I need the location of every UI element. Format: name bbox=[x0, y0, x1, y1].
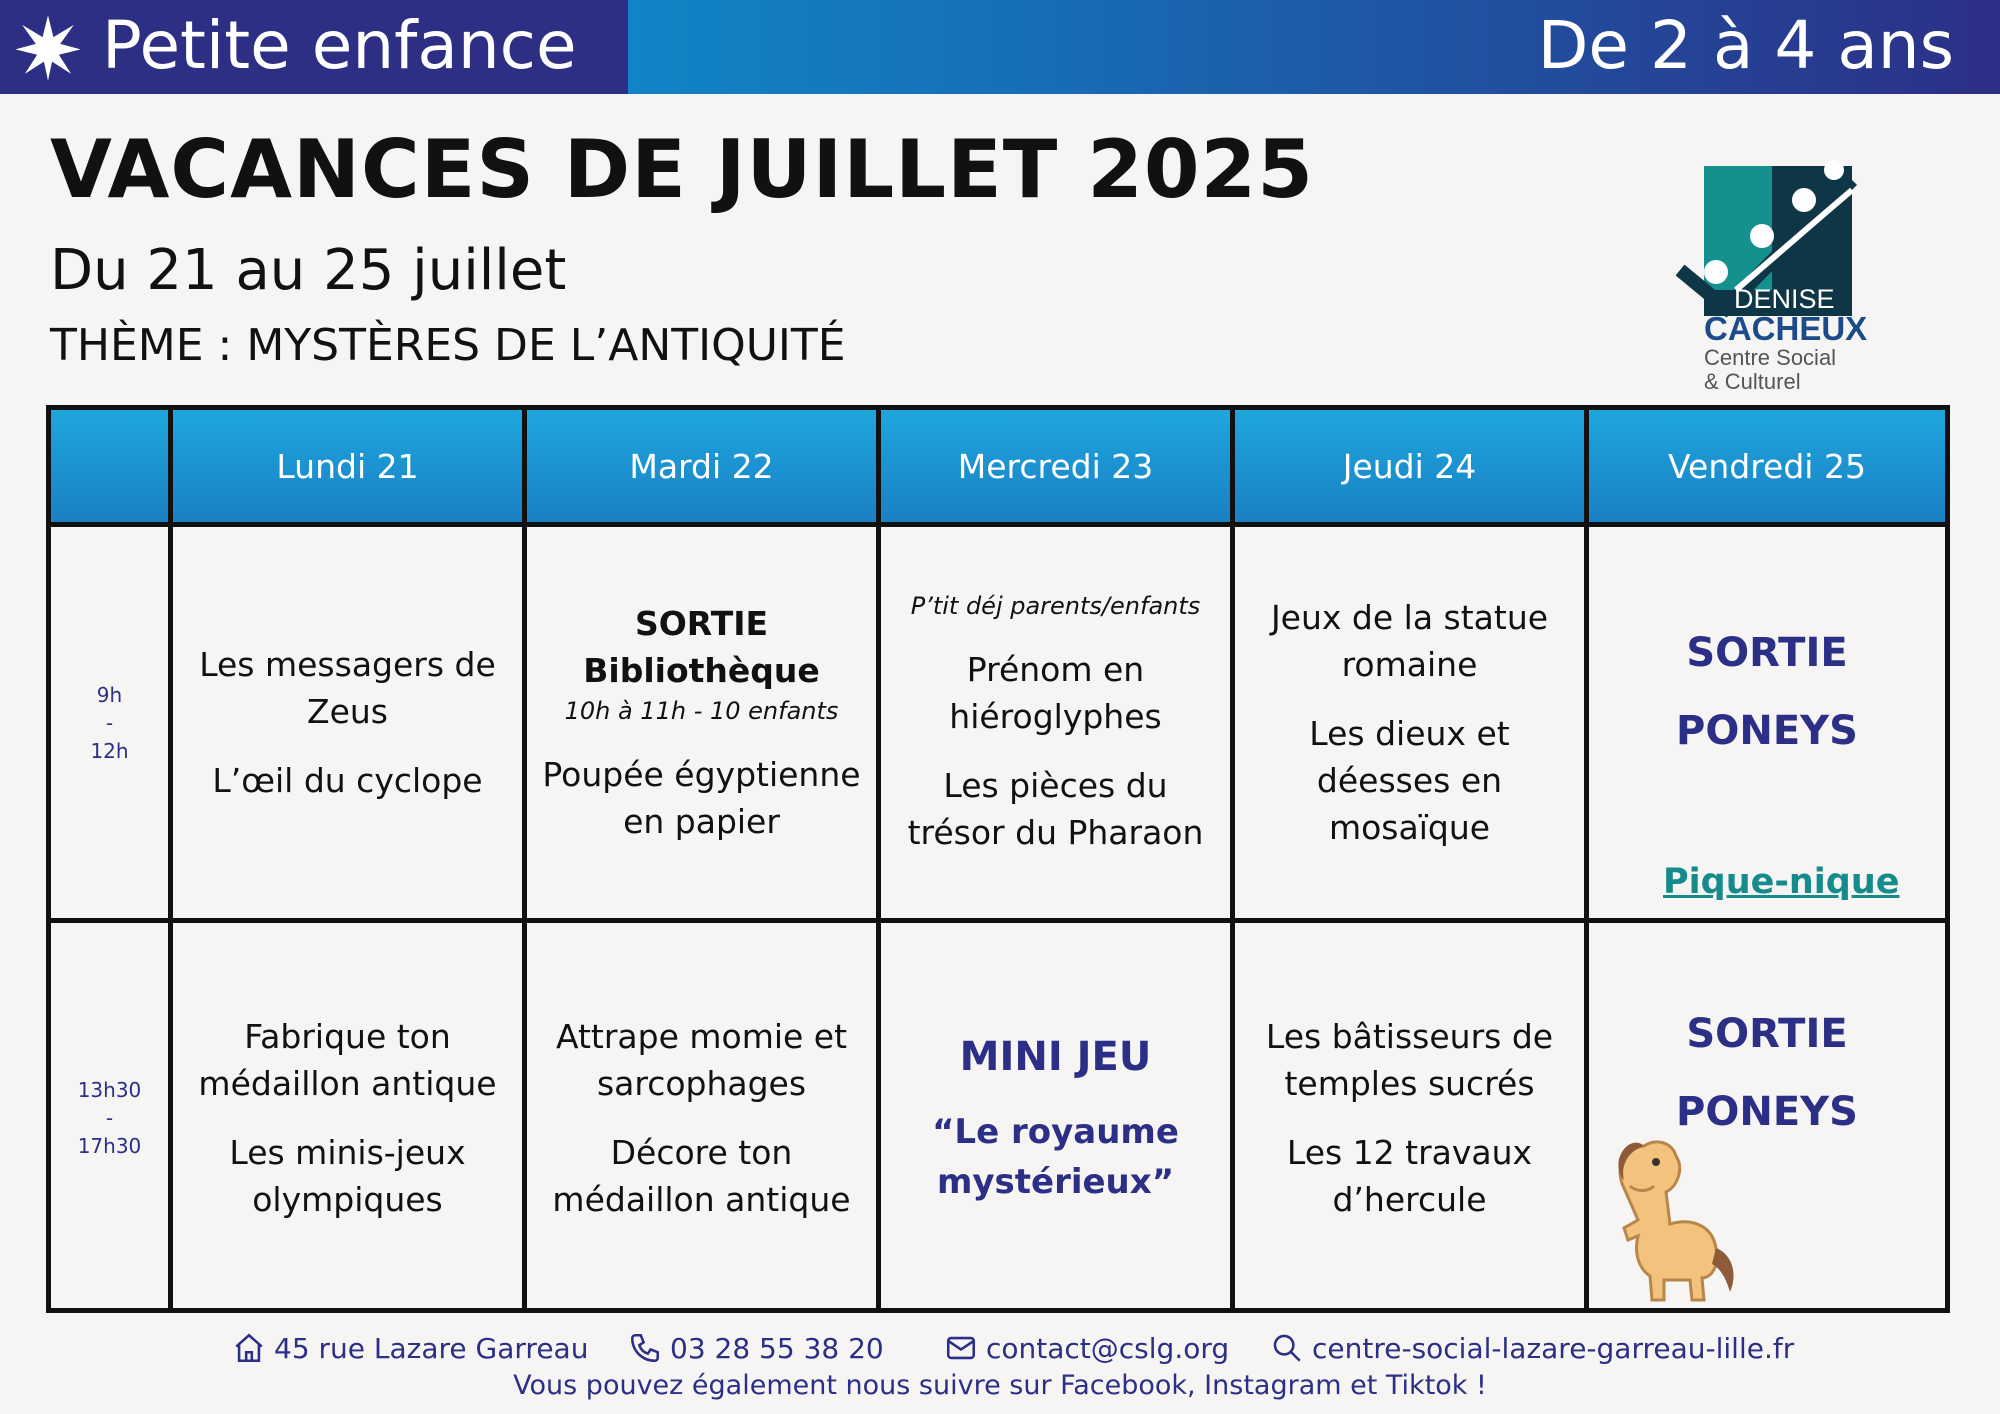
cell-wednesday-morning bbox=[881, 527, 1230, 918]
date-range: Du 21 au 25 juillet bbox=[50, 238, 567, 303]
cell-thursday-afternoon bbox=[1235, 923, 1584, 1313]
day-header-friday: Vendredi 25 bbox=[1668, 446, 1866, 486]
cell-friday-morning bbox=[1589, 527, 1945, 857]
cell-monday-morning bbox=[173, 527, 522, 918]
activity: Les dieux et déesses en mosaïque bbox=[1309, 714, 1510, 847]
time-dash: - bbox=[105, 710, 114, 735]
day-header-wednesday: Mercredi 23 bbox=[957, 446, 1154, 486]
activity: Les bâtisseurs de temples sucrés bbox=[1265, 1017, 1554, 1103]
activity: Attrape momie et sarcophages bbox=[555, 1017, 848, 1103]
breakfast-note: P’tit déj parents/enfants bbox=[910, 592, 1201, 620]
footer-address bbox=[232, 1328, 588, 1368]
phone-text: 03 28 55 38 20 bbox=[670, 1331, 884, 1365]
mail-icon bbox=[944, 1331, 978, 1365]
outing-line: SORTIE bbox=[1686, 1011, 1848, 1057]
footer-website[interactable] bbox=[1270, 1328, 1794, 1368]
logo-line3: Centre Social bbox=[1704, 345, 1837, 370]
page-title: VACANCES DE JUILLET 2025 bbox=[50, 123, 1314, 216]
cell-tuesday-afternoon bbox=[527, 923, 876, 1313]
activity: Les 12 travaux d’hercule bbox=[1286, 1133, 1533, 1219]
activity: Fabrique ton médaillon antique bbox=[198, 1017, 497, 1103]
age-range: De 2 à 4 ans bbox=[1537, 7, 1954, 84]
picnic-link[interactable]: Pique-nique bbox=[1663, 862, 1900, 902]
pony-illustration bbox=[1594, 1128, 1744, 1308]
activity: Poupée égyptienne en papier bbox=[542, 755, 861, 841]
logo-line4: & Culturel bbox=[1704, 369, 1801, 394]
cell-tuesday-morning bbox=[527, 527, 876, 918]
outing-line: SORTIE bbox=[1686, 630, 1848, 676]
program-title: Petite enfance bbox=[102, 7, 577, 84]
day-header-monday: Lundi 21 bbox=[276, 446, 419, 486]
outing-title: SORTIE Bibliothèque bbox=[583, 604, 820, 690]
outing-detail: 10h à 11h - 10 enfants bbox=[564, 697, 839, 725]
logo-line2: CACHEUX bbox=[1704, 310, 1868, 347]
activity: Les minis-jeux olympiques bbox=[229, 1133, 466, 1219]
centre-logo bbox=[1676, 140, 1868, 394]
footer-email[interactable] bbox=[944, 1328, 1229, 1368]
email-text: contact@cslg.org bbox=[986, 1331, 1230, 1365]
footer-contacts bbox=[0, 1328, 2000, 1368]
cell-thursday-morning bbox=[1235, 527, 1584, 918]
top-banner bbox=[0, 0, 2000, 94]
footer-phone[interactable] bbox=[628, 1328, 884, 1368]
social-note: Vous pouvez également nous suivre sur Facebook, Instagram et Tiktok ! bbox=[513, 1370, 1487, 1401]
outing-line: PONEYS bbox=[1676, 708, 1858, 754]
time-afternoon bbox=[51, 923, 168, 1313]
star-icon bbox=[14, 14, 82, 82]
time-dash: - bbox=[105, 1106, 114, 1130]
search-icon bbox=[1270, 1331, 1304, 1365]
cell-wednesday-afternoon bbox=[881, 923, 1230, 1313]
time-end: 12h bbox=[90, 738, 129, 763]
mini-game-title: MINI JEU bbox=[959, 1034, 1152, 1080]
mini-game-subtitle: “Le royaume mystérieux” bbox=[932, 1112, 1179, 1202]
cell-monday-afternoon bbox=[173, 923, 522, 1313]
activity: Les pièces du trésor du Pharaon bbox=[907, 766, 1204, 852]
phone-icon bbox=[628, 1331, 662, 1365]
time-start: 13h30 bbox=[77, 1078, 142, 1102]
activity: L’œil du cyclope bbox=[212, 761, 483, 800]
home-icon bbox=[232, 1331, 266, 1365]
activity: Jeux de la statue romaine bbox=[1270, 598, 1549, 684]
outing-line: PONEYS bbox=[1676, 1089, 1858, 1135]
activity: Prénom en hiéroglyphes bbox=[949, 650, 1162, 736]
logo-line1: DENISE bbox=[1734, 284, 1835, 314]
theme-line: THÈME : MYSTÈRES DE L’ANTIQUITÉ bbox=[50, 320, 846, 371]
address-text: 45 rue Lazare Garreau bbox=[274, 1331, 589, 1365]
website-text: centre-social-lazare-garreau-lille.fr bbox=[1312, 1331, 1795, 1365]
activity: Les messagers de Zeus bbox=[199, 645, 496, 731]
activity: Décore ton médaillon antique bbox=[552, 1133, 851, 1219]
time-end: 17h30 bbox=[77, 1134, 142, 1158]
day-header-thursday: Jeudi 24 bbox=[1342, 446, 1477, 486]
time-morning bbox=[51, 527, 168, 918]
day-header-tuesday: Mardi 22 bbox=[629, 446, 774, 486]
time-start: 9h bbox=[96, 682, 123, 707]
